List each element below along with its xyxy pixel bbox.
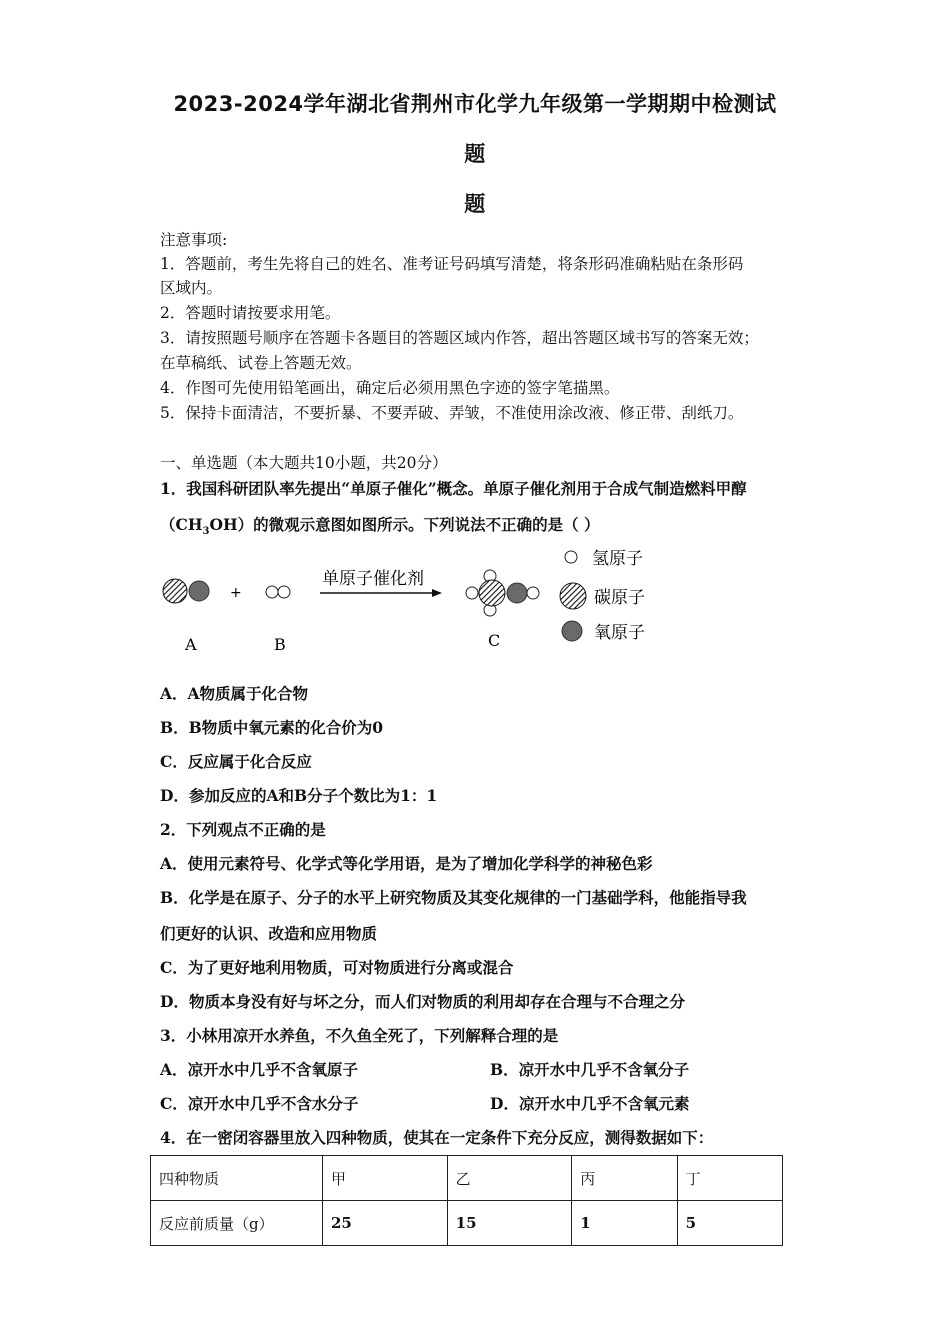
table-cell: 反应前质量（g）: [151, 1201, 323, 1246]
label-c: C: [488, 631, 501, 650]
table-cell: 丁: [677, 1156, 782, 1201]
arrow-label: 单原子催化剂: [322, 569, 424, 589]
q2-option-b: B．化学是在原子、分子的水平上研究物质及其变化规律的一门基础学科，他能指导我: [160, 888, 747, 907]
q1-stem-cont: [160, 513, 600, 537]
q3-stem: 3．小林用凉开水养鱼，不久鱼全死了，下列解释合理的是: [160, 1026, 559, 1045]
molecule-a: [163, 579, 209, 603]
table-cell: 5: [677, 1201, 782, 1246]
q2-option-a: A．使用元素符号、化学式等化学用语，是为了增加化学科学的神秘色彩: [160, 854, 653, 873]
notice-item: 4．作图可先使用铅笔画出，确定后必须用黑色字迹的签字笔描黑。: [160, 379, 620, 397]
q1-option-a: A．A物质属于化合物: [160, 684, 309, 703]
q2-option-c: C．为了更好地利用物质，可对物质进行分离或混合: [160, 958, 514, 977]
legend-oxygen-icon: [562, 621, 582, 641]
table-cell: 四种物质: [151, 1156, 323, 1201]
legend-hydrogen-icon: [565, 551, 577, 563]
q1-option-d: D．参加反应的A和B分子个数比为1：1: [160, 786, 438, 805]
carbon-atom-icon: [163, 579, 187, 603]
arrow-head-icon: [432, 589, 442, 597]
legend-carbon-label: 碳原子: [594, 588, 645, 608]
legend-hydrogen-label: 氢原子: [592, 549, 643, 569]
notice-heading: 注意事项:: [160, 231, 228, 249]
notice-item: 5．保持卡面清洁，不要折暴、不要弄破、弄皱，不准使用涂改液、修正带、刮纸刀。: [160, 404, 744, 422]
q1-formula-pre: （CH: [160, 515, 203, 534]
label-b: B: [274, 635, 286, 654]
q1-option-b: B．B物质中氧元素的化合价为0: [160, 718, 383, 737]
table-cell: 25: [323, 1201, 448, 1246]
table-cell: 1: [572, 1201, 677, 1246]
label-a: A: [185, 635, 197, 654]
page-title-cont: 题: [464, 142, 486, 166]
notice-item: 2．答题时请按要求用笔。: [160, 304, 341, 322]
q2-option-b-cont: 们更好的认识、改造和应用物质: [160, 924, 378, 943]
molecule-c: [466, 570, 539, 616]
data-table: [150, 1155, 783, 1246]
section-heading: 一、单选题（本大题共10小题，共20分）: [160, 454, 448, 472]
q3-option-a: A．凉开水中几乎不含氧原子: [160, 1060, 359, 1079]
q2-option-d: D．物质本身没有好与坏之分，而人们对物质的利用却存在合理与不合理之分: [160, 992, 685, 1011]
page-title-cont-2: 题: [464, 192, 486, 216]
legend-oxygen-label: 氧原子: [594, 623, 645, 643]
reaction-diagram: [150, 540, 670, 660]
q4-stem: 4．在一密闭容器里放入四种物质，使其在一定条件下充分反应，测得数据如下：: [160, 1128, 714, 1147]
table-cell: 丙: [572, 1156, 677, 1201]
legend: [560, 549, 645, 643]
hydrogen-atom-icon: [527, 587, 539, 599]
table-cell: 乙: [447, 1156, 572, 1201]
plus-sign: +: [230, 585, 242, 601]
hydrogen-atom-icon: [278, 586, 290, 598]
page-title: 2023-2024学年湖北省荆州市化学九年级第一学期期中检测试: [173, 92, 777, 116]
table-row: [151, 1156, 783, 1201]
q2-stem: 2．下列观点不正确的是: [160, 820, 326, 839]
table-cell: 甲: [323, 1156, 448, 1201]
oxygen-atom-icon: [507, 583, 527, 603]
hydrogen-atom-icon: [266, 586, 278, 598]
table-row: [151, 1201, 783, 1246]
notice-item: 1．答题前，考生先将自己的姓名、准考证号码填写清楚，将条形码准确粘贴在条形码: [160, 255, 744, 273]
q3-option-d: D．凉开水中几乎不含氧元素: [490, 1094, 690, 1113]
oxygen-atom-icon: [189, 581, 209, 601]
legend-carbon-icon: [560, 583, 586, 609]
q1-option-c: C．反应属于化合反应: [160, 752, 312, 771]
q1-stem: 1．我国科研团队率先提出“单原子催化”概念。单原子催化剂用于合成气制造燃料甲醇: [160, 479, 747, 498]
table-cell: 15: [447, 1201, 572, 1246]
q3-option-c: C．凉开水中几乎不含水分子: [160, 1094, 359, 1113]
q1-formula-sub: 3: [202, 526, 210, 538]
carbon-atom-icon: [479, 580, 505, 606]
notice-item: 3．请按照题号顺序在答题卡各题目的答题区域内作答，超出答题区域书写的答案无效；: [160, 329, 759, 347]
notice-item: 区域内。: [160, 279, 223, 297]
q3-option-b: B．凉开水中几乎不含氧分子: [490, 1060, 690, 1079]
hydrogen-atom-icon: [466, 587, 478, 599]
molecule-b: [266, 586, 290, 598]
notice-item: 在草稿纸、试卷上答题无效。: [160, 354, 362, 372]
q1-stem-tail: OH）的微观示意图如图所示。下列说法不正确的是（ ）: [209, 515, 600, 534]
